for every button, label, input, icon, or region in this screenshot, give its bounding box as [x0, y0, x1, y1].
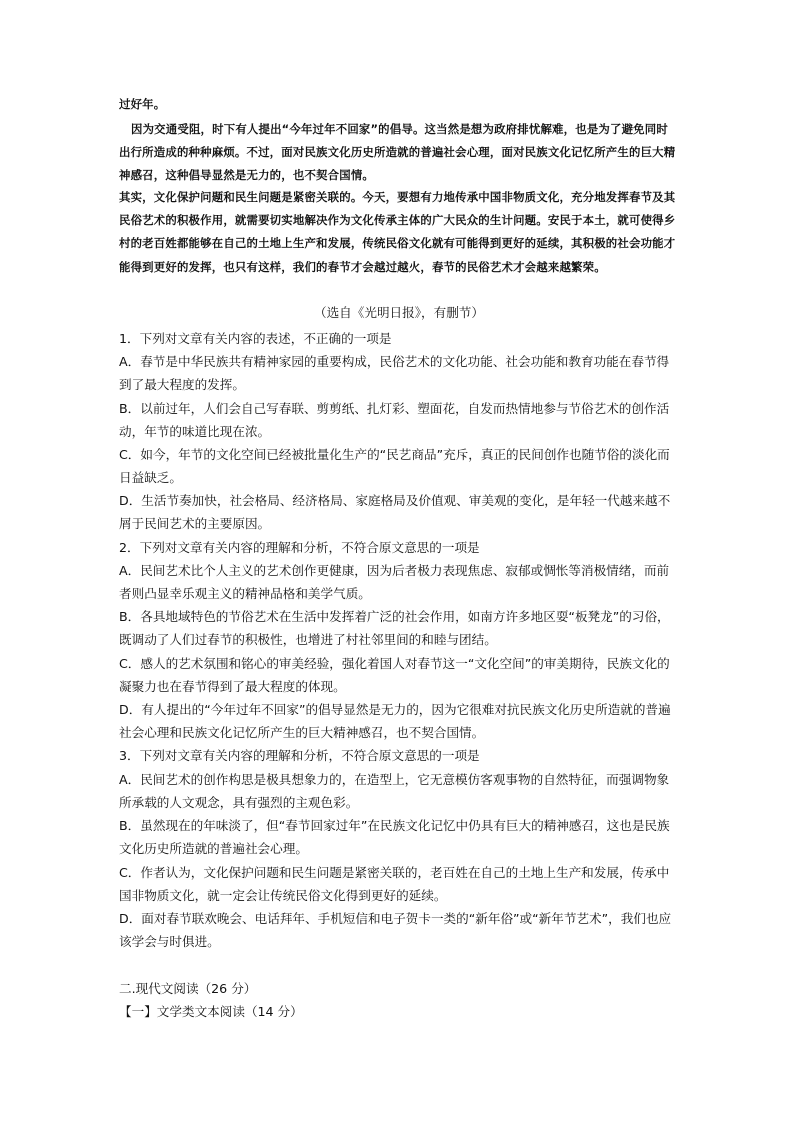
question-option: B．以前过年，人们会自己写春联、剪剪纸、扎灯彩、塑面花，自发而热情地参与节俗艺术的创作活动，年节的味道比现在浓。: [119, 401, 670, 440]
passage-paragraph: 因为交通受阻，时下有人提出“今年过年不回家”的倡导。这当然是想为政府排忧解难，也是为了避免同时出行所造成的种种麻烦。不过，面对民族文化历史所造就的普遍社会心理，面对民族文化记忆所产生的巨大精神感召，这种倡导显然是无力的，也不契合国情。: [119, 122, 676, 183]
question-option: A．民间艺术比个人主义的艺术创作更健康，因为后者极力表现焦虑、寂郁或惆怅等消极情绪，而前者则凸显幸乐观主义的精神品格和美学气质。: [119, 563, 670, 602]
question-option: C．如今，年节的文化空间已经被批量化生产的“民艺商品”充斥，真正的民间创作也随节俗的淡化而日益缺乏。: [119, 447, 670, 486]
question-option: B．各具地域特色的节俗艺术在生活中发挥着广泛的社会作用，如南方许多地区耍“板凳龙”的习俗，既调动了人们过春节的积极性，也增进了村社邻里间的和睦与团结。: [119, 609, 670, 648]
question-option: D．面对春节联欢晚会、电话拜年、手机短信和电子贺卡一类的“新年俗”或“新年节艺术”，我们也应该学会与时俱进。: [119, 911, 672, 950]
question-option: C．作者认为，文化保护问题和民生问题是紧密关联的，老百姓在自己的土地上生产和发展，传承中国非物质文化，就一定会让传统民俗文化得到更好的延续。: [119, 865, 670, 904]
question-stem: 3．下列对文章有关内容的理解和分析，不符合原文意思的一项是: [119, 748, 480, 763]
question-option: D．生活节奏加快，社会格局、经济格局、家庭格局及价值观、审美观的变化，是年轻一代越来越不屑于民间艺术的主要原因。: [119, 493, 671, 532]
passage-paragraph: 其实，文化保护问题和民生问题是紧密关联的。今天，要想有力地传承中国非物质文化，充分地发挥春节及其民俗艺术的积极作用，就需要切实地解决作为文化传承主体的广大民众的生计问题。安民于本土，就可使得乡村的老百姓都能够在自己的土地上生产和发展，传统民俗文化就有可能得到更好的延续，其积极的社会功能才能得到更好的发挥，也只有这样，我们的春节才会越过越火，春节的民俗艺术才会越来越繁荣。: [119, 190, 676, 274]
question-option: A．春节是中华民族共有精神家园的重要构成，民俗艺术的文化功能、社会功能和教育功能在春节得到了最大程度的发挥。: [119, 354, 670, 393]
question-option: C．感人的艺术氛围和铭心的审美经验，强化着国人对春节这一“文化空间”的审美期待，民族文化的凝聚力也在春节得到了最大程度的体现。: [119, 656, 670, 695]
question-stem: 1．下列对文章有关内容的表述，不正确的一项是: [119, 331, 392, 346]
question-option: B．虽然现在的年味淡了，但“春节回家过年”在民族文化记忆中仍具有巨大的精神感召，这也是民族文化历史所造就的普遍社会心理。: [119, 818, 670, 857]
passage-line: 过好年。: [119, 97, 166, 111]
question-option: A．民间艺术的创作构思是极具想象力的，在造型上，它无意模仿客观事物的自然特征，而强调物象所承载的人文观念，具有强烈的主观色彩。: [119, 772, 670, 811]
subsection-heading: 【一】文学类文本阅读（14 分）: [119, 1004, 303, 1019]
passage-source: （选自《光明日报》，有删节）: [313, 305, 484, 320]
section-heading: 二.现代文阅读（26 分）: [119, 981, 257, 996]
question-option: D．有人提出的“今年过年不回家”的倡导显然是无力的，因为它很难对抗民族文化历史所造就的普遍社会心理和民族文化记忆所产生的巨大精神感召，也不契合国情。: [119, 702, 671, 741]
question-stem: 2．下列对文章有关内容的理解和分析，不符合原文意思的一项是: [119, 540, 480, 555]
